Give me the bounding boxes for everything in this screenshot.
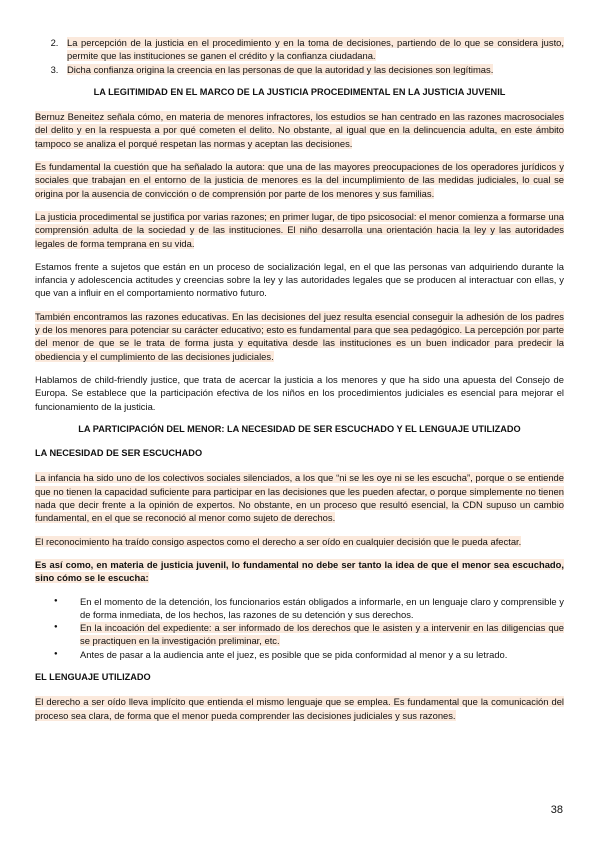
numbered-list [35, 36, 564, 76]
paragraph: También encontramos las razones educativas. En las decisiones del juez resulta esencial conseguir la adhesión de los padres y de los menores para potenciar su carácter educativo; esto es fundamental para que sea pedagógico. La percepción por parte del menor de que se le trata de forma justa y equitativa desde las instituciones es un buen indicador para predecir la obediencia y el cumplimiento de las decisiones judiciales. [35, 310, 564, 362]
bullet-list [35, 595, 564, 661]
paragraph: El reconocimiento ha traído consigo aspectos como el derecho a ser oído en cualquier decisión que le pueda afectar. [35, 535, 522, 547]
subsection-heading: LA NECESIDAD DE SER ESCUCHADO [35, 448, 203, 459]
paragraph: Hablamos de child-friendly justice, que trata de acercar la justicia a los menores y que ha sido una apuesta del Consejo de Europa. Se establece que la participación efectiva de los niños en los procedimientos judiciales es esencial para mejorar el funcionamiento de la justicia. [35, 373, 564, 412]
paragraph: Es así como, en materia de justicia juvenil, lo fundamental no debe ser tanto la idea de que el menor sea escuchado, sino cómo se le escucha: [35, 558, 564, 584]
paragraph: Es fundamental la cuestión que ha señalado la autora: que una de las mayores preocupaciones de los operadores jurídicos y sociales que trabajan en el entorno de la justicia de menores es la del incumplimiento de las medidas judiciales, lo cual se origina por la ausencia de convicción o de comprensión por parte de los menores y sus familias. [35, 161, 564, 199]
list-item: ● Antes de pasar a la audiencia ante el juez, es posible que se pida conformidad al menor y a su letrado. [80, 648, 564, 661]
list-item: ● En la incoación del expediente: a ser informado de los derechos que le asisten y a intervenir en las diligencias que se practiquen en la investigación preliminar, etc. [80, 621, 564, 648]
list-item: 3. Dicha confianza origina la creencia en las personas de que la autoridad y las decisiones son legítimas. [61, 63, 564, 76]
subsection-heading: EL LENGUAJE UTILIZADO [35, 671, 151, 682]
paragraph: El derecho a ser oído lleva implícito que entienda el mismo lenguaje que se emplea. Es fundamental que la comunicación del proceso sea clara, de forma que el menor pueda comprender las decisiones judiciales y sus razones. [35, 696, 564, 721]
paragraph: La justicia procedimental se justifica por varias razones; en primer lugar, de tipo psicosocial: el menor comienza a formarse una comprensión adulta de la sociedad y de las instituciones. El niño desarrolla una orientación hacia la ley y las autoridades legales de forma temprana en su vida. [35, 210, 564, 249]
document-page [35, 36, 564, 732]
list-item: 2. La percepción de la justicia en el procedimiento y en la toma de decisiones, partiendo de lo que se considera justo, permite que las instituciones se ganen el crédito y la confianza ciudadana. [61, 36, 564, 63]
page-number: 38 [550, 804, 563, 816]
list-item: ● En el momento de la detención, los funcionarios están obligados a informarle, en un lenguaje claro y comprensible y de forma inmediata, de los hechos, las razones de su detención y sus derechos. [80, 595, 564, 622]
section-heading: LA LEGITIMIDAD EN EL MARCO DE LA JUSTICIA PROCEDIMENTAL EN LA JUSTICIA JUVENIL [93, 86, 506, 97]
paragraph: Estamos frente a sujetos que están en un proceso de socialización legal, en el que las personas van adquiriendo durante la infancia y adolescencia actitudes y creencias sobre la ley y las autoridades legales que se producen al interactuar con ellas, y que van a influir en el comportamiento normativo futuro. [35, 260, 564, 299]
paragraph: La infancia ha sido uno de los colectivos sociales silenciados, a los que “ni se les oye ni se les escucha”, porque o se entiende que no tienen la capacidad suficiente para participar en las decisiones que les pueden afectar, o porque simplemente no tienen nada que decir frente a la opinión de expertos. No obstante, en un proceso que resultó esencial, la CDN supuso un cambio fundamental, en el que se reconoció al menor como sujeto de derechos. [35, 472, 564, 524]
paragraph: Bernuz Beneitez señala cómo, en materia de menores infractores, los estudios se han centrado en las razones macrosociales del delito y en la respuesta a por qué cometen el delito. No obstante, al igual que en la delincuencia adulta, en este ámbito tampoco se analiza el porqué respetan las normas y aceptan las decisiones. [35, 111, 564, 149]
section-heading: LA PARTICIPACIÓN DEL MENOR: LA NECESIDAD DE SER ESCUCHADO Y EL LENGUAJE UTILIZADO [78, 423, 521, 434]
